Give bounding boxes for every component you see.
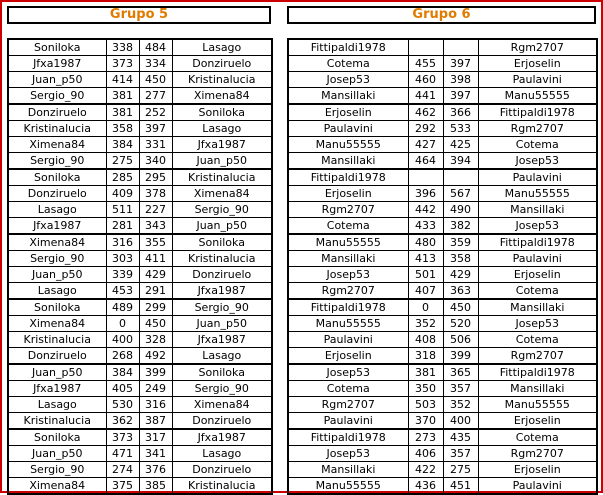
home-score: 427 <box>408 137 443 153</box>
match-row <box>288 446 597 462</box>
home-player: Sergio_90 <box>8 153 106 170</box>
home-score: 503 <box>408 397 443 413</box>
home-score: 381 <box>106 88 139 105</box>
home-player: Mansillaki <box>288 251 408 267</box>
away-score: 398 <box>443 72 478 88</box>
match-row <box>8 88 272 105</box>
match-row <box>8 364 272 381</box>
home-player: Kristinalucia <box>8 332 106 348</box>
match-row <box>288 72 597 88</box>
home-score: 339 <box>106 267 139 283</box>
home-player: Erjoselin <box>288 348 408 365</box>
home-score: 318 <box>408 348 443 365</box>
home-score: 384 <box>106 364 139 381</box>
away-player: Ximena84 <box>172 397 272 413</box>
away-score: 451 <box>443 478 478 495</box>
home-player: Lasago <box>8 283 106 300</box>
match-row <box>8 413 272 430</box>
home-player: Manu55555 <box>288 234 408 251</box>
away-score: 435 <box>443 429 478 446</box>
home-score: 0 <box>106 316 139 332</box>
home-player: Sergio_90 <box>8 251 106 267</box>
away-player: Manu55555 <box>478 186 597 202</box>
home-score: 433 <box>408 218 443 235</box>
home-player: Ximena84 <box>8 234 106 251</box>
home-score: 436 <box>408 478 443 495</box>
away-score <box>443 39 478 56</box>
away-score: 490 <box>443 202 478 218</box>
away-score: 387 <box>139 413 172 430</box>
away-score: 355 <box>139 234 172 251</box>
match-row <box>288 462 597 478</box>
away-player: Rgm2707 <box>478 446 597 462</box>
match-row <box>8 316 272 332</box>
match-row <box>8 446 272 462</box>
home-score: 273 <box>408 429 443 446</box>
away-player: Mansillaki <box>478 202 597 218</box>
away-player: Donziruelo <box>172 56 272 72</box>
away-player: Juan_p50 <box>172 316 272 332</box>
match-row <box>288 234 597 251</box>
home-player: Mansillaki <box>288 153 408 170</box>
away-score: 299 <box>139 299 172 316</box>
home-player: Donziruelo <box>8 348 106 365</box>
match-row <box>288 218 597 235</box>
away-player: Donziruelo <box>172 413 272 430</box>
home-score: 373 <box>106 429 139 446</box>
home-score <box>408 169 443 186</box>
away-score: 397 <box>139 121 172 137</box>
away-score: 425 <box>443 137 478 153</box>
away-player: Juan_p50 <box>172 218 272 235</box>
home-score: 471 <box>106 446 139 462</box>
home-score: 281 <box>106 218 139 235</box>
home-player: Sergio_90 <box>8 462 106 478</box>
match-row <box>288 316 597 332</box>
match-row <box>8 56 272 72</box>
match-row <box>288 364 597 381</box>
away-score: 365 <box>443 364 478 381</box>
away-player: Paulavini <box>478 72 597 88</box>
home-score: 480 <box>408 234 443 251</box>
away-player: Rgm2707 <box>478 348 597 365</box>
away-player: Fittipaldi1978 <box>478 104 597 121</box>
away-score: 506 <box>443 332 478 348</box>
away-score: 450 <box>139 72 172 88</box>
away-player: Soniloka <box>172 364 272 381</box>
away-player: Donziruelo <box>172 462 272 478</box>
home-player: Soniloka <box>8 429 106 446</box>
away-player: Kristinalucia <box>172 72 272 88</box>
away-score: 275 <box>443 462 478 478</box>
home-player: Soniloka <box>8 39 106 56</box>
match-row <box>8 104 272 121</box>
away-player: Erjoselin <box>478 56 597 72</box>
home-player: Erjoselin <box>288 104 408 121</box>
match-row <box>288 348 597 365</box>
home-player: Paulavini <box>288 121 408 137</box>
home-score: 407 <box>408 283 443 300</box>
away-score: 358 <box>443 251 478 267</box>
home-player: Rgm2707 <box>288 397 408 413</box>
match-row <box>288 429 597 446</box>
home-score: 375 <box>106 478 139 495</box>
match-row <box>288 88 597 105</box>
home-player: Paulavini <box>288 332 408 348</box>
home-score: 396 <box>408 186 443 202</box>
home-player: Soniloka <box>8 169 106 186</box>
away-player: Lasago <box>172 121 272 137</box>
away-score: 567 <box>443 186 478 202</box>
away-score: 249 <box>139 381 172 397</box>
group-6-title: Grupo 6 <box>287 6 596 24</box>
home-player: Fittipaldi1978 <box>288 169 408 186</box>
home-player: Mansillaki <box>288 88 408 105</box>
away-player: Rgm2707 <box>478 121 597 137</box>
home-player: Jfxa1987 <box>8 56 106 72</box>
match-row <box>8 72 272 88</box>
match-row <box>8 121 272 137</box>
home-score: 511 <box>106 202 139 218</box>
home-score: 285 <box>106 169 139 186</box>
away-score: 316 <box>139 397 172 413</box>
match-row <box>8 478 272 495</box>
away-player: Soniloka <box>172 234 272 251</box>
match-row <box>8 283 272 300</box>
away-player: Fittipaldi1978 <box>478 364 597 381</box>
home-score: 408 <box>408 332 443 348</box>
match-row <box>8 251 272 267</box>
home-player: Cotema <box>288 56 408 72</box>
match-row <box>288 332 597 348</box>
home-score: 489 <box>106 299 139 316</box>
away-score: 343 <box>139 218 172 235</box>
match-row <box>288 283 597 300</box>
away-player: Lasago <box>172 348 272 365</box>
match-row <box>288 186 597 202</box>
away-score: 340 <box>139 153 172 170</box>
match-row <box>8 267 272 283</box>
home-player: Josep53 <box>288 364 408 381</box>
home-player: Fittipaldi1978 <box>288 39 408 56</box>
match-row <box>288 39 597 56</box>
match-row <box>288 478 597 495</box>
match-row <box>8 462 272 478</box>
match-row <box>288 397 597 413</box>
home-score: 460 <box>408 72 443 88</box>
away-player: Jfxa1987 <box>172 283 272 300</box>
away-player: Ximena84 <box>172 88 272 105</box>
home-player: Erjoselin <box>288 186 408 202</box>
home-player: Juan_p50 <box>8 364 106 381</box>
home-player: Lasago <box>8 202 106 218</box>
away-player: Josep53 <box>478 153 597 170</box>
away-player: Josep53 <box>478 316 597 332</box>
home-player: Cotema <box>288 381 408 397</box>
away-score: 357 <box>443 446 478 462</box>
home-score: 462 <box>408 104 443 121</box>
away-score: 429 <box>139 267 172 283</box>
away-player: Fittipaldi1978 <box>478 234 597 251</box>
home-score: 316 <box>106 234 139 251</box>
away-score: 400 <box>443 413 478 430</box>
match-row <box>288 381 597 397</box>
away-score: 341 <box>139 446 172 462</box>
home-score: 501 <box>408 267 443 283</box>
match-row <box>288 121 597 137</box>
home-player: Soniloka <box>8 299 106 316</box>
away-score: 399 <box>139 364 172 381</box>
away-player: Cotema <box>478 429 597 446</box>
away-player: Erjoselin <box>478 462 597 478</box>
away-player: Kristinalucia <box>172 169 272 186</box>
home-score: 409 <box>106 186 139 202</box>
away-score: 399 <box>443 348 478 365</box>
home-score: 530 <box>106 397 139 413</box>
away-score: 411 <box>139 251 172 267</box>
home-player: Josep53 <box>288 446 408 462</box>
away-player: Erjoselin <box>478 413 597 430</box>
home-player: Manu55555 <box>288 316 408 332</box>
home-player: Jfxa1987 <box>8 381 106 397</box>
home-player: Ximena84 <box>8 316 106 332</box>
away-score: 357 <box>443 381 478 397</box>
away-player: Manu55555 <box>478 88 597 105</box>
away-player: Kristinalucia <box>172 478 272 495</box>
home-player: Kristinalucia <box>8 413 106 430</box>
away-score: 378 <box>139 186 172 202</box>
home-score: 422 <box>408 462 443 478</box>
away-score: 331 <box>139 137 172 153</box>
group-6-table <box>287 38 598 495</box>
home-score: 400 <box>106 332 139 348</box>
match-row <box>288 299 597 316</box>
away-player: Paulavini <box>478 251 597 267</box>
home-score: 274 <box>106 462 139 478</box>
group-5-table <box>7 38 273 495</box>
home-score: 413 <box>408 251 443 267</box>
away-player: Soniloka <box>172 104 272 121</box>
away-player: Lasago <box>172 39 272 56</box>
home-player: Jfxa1987 <box>8 218 106 235</box>
home-score: 362 <box>106 413 139 430</box>
away-score: 295 <box>139 169 172 186</box>
home-score: 275 <box>106 153 139 170</box>
match-row <box>8 153 272 170</box>
away-player: Rgm2707 <box>478 39 597 56</box>
home-score: 358 <box>106 121 139 137</box>
away-score: 359 <box>443 234 478 251</box>
away-score: 352 <box>443 397 478 413</box>
home-player: Juan_p50 <box>8 72 106 88</box>
home-score: 406 <box>408 446 443 462</box>
away-score: 533 <box>443 121 478 137</box>
away-player: Sergio_90 <box>172 299 272 316</box>
home-score: 370 <box>408 413 443 430</box>
away-score: 484 <box>139 39 172 56</box>
away-score <box>443 169 478 186</box>
away-player: Jfxa1987 <box>172 332 272 348</box>
home-player: Cotema <box>288 218 408 235</box>
match-row <box>288 202 597 218</box>
match-row <box>288 56 597 72</box>
away-score: 394 <box>443 153 478 170</box>
match-row <box>288 251 597 267</box>
match-row <box>8 39 272 56</box>
away-player: Ximena84 <box>172 186 272 202</box>
away-score: 334 <box>139 56 172 72</box>
home-player: Rgm2707 <box>288 202 408 218</box>
away-player: Josep53 <box>478 218 597 235</box>
away-score: 492 <box>139 348 172 365</box>
away-player: Paulavini <box>478 169 597 186</box>
away-score: 291 <box>139 283 172 300</box>
home-score: 381 <box>408 364 443 381</box>
home-score: 384 <box>106 137 139 153</box>
away-score: 450 <box>139 316 172 332</box>
home-score: 381 <box>106 104 139 121</box>
home-player: Josep53 <box>288 72 408 88</box>
match-row <box>8 202 272 218</box>
away-player: Cotema <box>478 332 597 348</box>
home-score: 442 <box>408 202 443 218</box>
home-player: Donziruelo <box>8 186 106 202</box>
match-row <box>288 169 597 186</box>
home-score: 405 <box>106 381 139 397</box>
match-row <box>288 153 597 170</box>
match-row <box>8 137 272 153</box>
away-player: Jfxa1987 <box>172 429 272 446</box>
home-score: 338 <box>106 39 139 56</box>
match-row <box>8 348 272 365</box>
match-row <box>8 332 272 348</box>
match-row <box>8 186 272 202</box>
home-player: Manu55555 <box>288 478 408 495</box>
match-row <box>8 169 272 186</box>
away-score: 317 <box>139 429 172 446</box>
home-player: Fittipaldi1978 <box>288 429 408 446</box>
home-score: 453 <box>106 283 139 300</box>
match-row <box>8 397 272 413</box>
away-score: 366 <box>443 104 478 121</box>
home-player: Sergio_90 <box>8 88 106 105</box>
match-row <box>288 104 597 121</box>
home-player: Rgm2707 <box>288 283 408 300</box>
home-player: Fittipaldi1978 <box>288 299 408 316</box>
away-score: 385 <box>139 478 172 495</box>
away-player: Cotema <box>478 137 597 153</box>
away-score: 397 <box>443 56 478 72</box>
home-score: 455 <box>408 56 443 72</box>
away-player: Sergio_90 <box>172 202 272 218</box>
away-player: Erjoselin <box>478 267 597 283</box>
home-player: Mansillaki <box>288 462 408 478</box>
home-score: 414 <box>106 72 139 88</box>
away-player: Mansillaki <box>478 381 597 397</box>
away-score: 328 <box>139 332 172 348</box>
home-score: 292 <box>408 121 443 137</box>
home-score: 268 <box>106 348 139 365</box>
away-score: 397 <box>443 88 478 105</box>
away-player: Sergio_90 <box>172 381 272 397</box>
home-score <box>408 39 443 56</box>
match-row <box>8 429 272 446</box>
away-player: Juan_p50 <box>172 153 272 170</box>
home-score: 350 <box>408 381 443 397</box>
away-score: 382 <box>443 218 478 235</box>
match-row <box>288 267 597 283</box>
home-player: Kristinalucia <box>8 121 106 137</box>
group-5-title: Grupo 5 <box>7 6 271 24</box>
away-player: Cotema <box>478 283 597 300</box>
home-player: Paulavini <box>288 413 408 430</box>
away-score: 277 <box>139 88 172 105</box>
home-score: 441 <box>408 88 443 105</box>
home-player: Juan_p50 <box>8 446 106 462</box>
match-row <box>8 234 272 251</box>
home-player: Donziruelo <box>8 104 106 121</box>
home-score: 0 <box>408 299 443 316</box>
home-player: Juan_p50 <box>8 267 106 283</box>
away-score: 450 <box>443 299 478 316</box>
match-row <box>8 381 272 397</box>
away-player: Mansillaki <box>478 299 597 316</box>
home-player: Josep53 <box>288 267 408 283</box>
away-player: Jfxa1987 <box>172 137 272 153</box>
home-player: Lasago <box>8 397 106 413</box>
home-player: Ximena84 <box>8 478 106 495</box>
home-score: 373 <box>106 56 139 72</box>
match-row <box>288 137 597 153</box>
away-score: 520 <box>443 316 478 332</box>
away-player: Kristinalucia <box>172 251 272 267</box>
away-score: 429 <box>443 267 478 283</box>
away-player: Donziruelo <box>172 267 272 283</box>
away-player: Lasago <box>172 446 272 462</box>
home-player: Manu55555 <box>288 137 408 153</box>
home-score: 352 <box>408 316 443 332</box>
away-score: 227 <box>139 202 172 218</box>
home-player: Ximena84 <box>8 137 106 153</box>
away-player: Paulavini <box>478 478 597 495</box>
home-score: 303 <box>106 251 139 267</box>
match-row <box>8 218 272 235</box>
away-score: 252 <box>139 104 172 121</box>
match-row <box>288 413 597 430</box>
away-score: 376 <box>139 462 172 478</box>
away-player: Manu55555 <box>478 397 597 413</box>
away-score: 363 <box>443 283 478 300</box>
home-score: 464 <box>408 153 443 170</box>
match-row <box>8 299 272 316</box>
